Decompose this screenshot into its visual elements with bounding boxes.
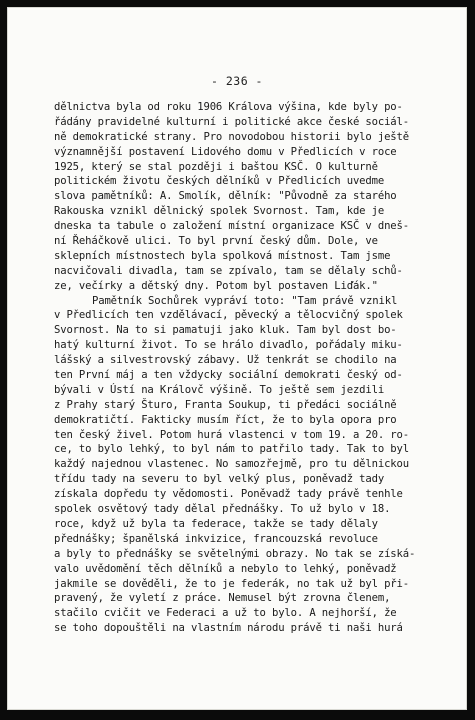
- text-line: nacvičovali divadla, tam se zpívalo, tam se dělaly schů-: [54, 264, 403, 277]
- text-line: bývali v Ústí na Královč výšině. To ještě sem jezdili: [54, 383, 385, 396]
- text-line: se toho dopouštěli na vlastním národu právě ti naši hurá: [54, 622, 403, 635]
- page-number: - 236 -: [211, 74, 263, 88]
- text-line: dneska ta tabule o založení místní organizace KSČ v dneš-: [54, 220, 409, 233]
- text-line: roce, když už byla ta federace, takže se tady dělaly: [54, 517, 378, 530]
- text-line: a byly to přednášky se světelnými obrazy. No tak se získá-: [54, 547, 416, 560]
- text-line: ten český živel. Potom hurá vlastenci v tom 19. a 20. ro-: [54, 428, 409, 441]
- text-line: hatý kulturní život. To se hrálo divadlo, pořádaly miku-: [54, 339, 403, 352]
- text-line: z Prahy starý Šturo, Franta Soukup, ti předáci sociálně: [54, 398, 397, 411]
- text-line: stačilo cvičit ve Federaci a už to bylo. A nejhorší, že: [54, 607, 397, 620]
- text-line: třídu tady na severu to byl velký plus, poněvadž tady: [54, 473, 385, 486]
- text-line: přednášky; španělská inkvizice, francouzská revoluce: [54, 532, 378, 545]
- text-line: pravený, že vyletí z práce. Nemusel být zrovna členem,: [54, 592, 391, 605]
- text-line: sklepních místnostech byla spolková místnost. Tam jsme: [54, 249, 391, 262]
- text-line: řádány pravidelné kulturní i politické akce české sociál-: [54, 115, 409, 128]
- text-line: získala dopředu ty vědomosti. Poněvadž tady právě tenhle: [54, 488, 403, 501]
- text-line: ten První máj a ten vždycky sociální demokrati český od-: [54, 369, 403, 382]
- body-text: [54, 100, 439, 636]
- text-line: ní Řeháčkově ulici. To byl první český dům. Dole, ve: [54, 235, 378, 248]
- document-page: [7, 7, 467, 710]
- text-line: ze, večírky a dětský dny. Potom byl postaven Liďák.": [54, 279, 378, 292]
- text-line: ce, to bylo lehký, to byl nám to patřilo tady. Tak to byl: [54, 443, 409, 456]
- text-line: ně demokratické strany. Pro novodobou historii bylo ještě: [54, 130, 409, 143]
- text-line: 1925, který se stal později i baštou KSČ. O kulturně: [54, 160, 378, 173]
- text-line: slova pamětníků: A. Smolík, dělník: "Původně za starého: [54, 190, 397, 203]
- text-line: každý najednou vlastenec. No samozřejmě, pro tu dělnickou: [54, 458, 409, 471]
- text-line: významnější postavení Lidového domu v Předlicích v roce: [54, 145, 397, 158]
- text-line: lášský a silvestrovský zábavy. Už tenkrát se chodilo na: [54, 354, 397, 367]
- text-line: jakmile se dověděli, že to je federák, no tak už byl při-: [54, 577, 409, 590]
- text-line: spolek osvětový tady dělal přednášky. To už bylo v 18.: [54, 503, 391, 516]
- text-line: v Předlicích ten vzdělávací, pěvecký a tělocvičný spolek: [54, 309, 403, 322]
- text-line: Svornost. Na to si pamatuji jako kluk. Tam byl dost bo-: [54, 324, 397, 337]
- text-line: politickém životu českých dělníků v Předlicích uvedme: [54, 175, 385, 188]
- text-line: dělnictva byla od roku 1906 Králova výšina, kde byly po-: [54, 101, 403, 113]
- text-line: Rakouska vznikl dělnický spolek Svornost. Tam, kde je: [54, 205, 385, 218]
- text-line: Pamětník Sochůrek vypráví toto: "Tam právě vznikl: [92, 294, 398, 307]
- text-line: demokratičtí. Fakticky musím říct, že to byla opora pro: [54, 413, 397, 426]
- text-line: valo uvědomění těch dělníků a nebylo to lehký, poněvadž: [54, 562, 397, 575]
